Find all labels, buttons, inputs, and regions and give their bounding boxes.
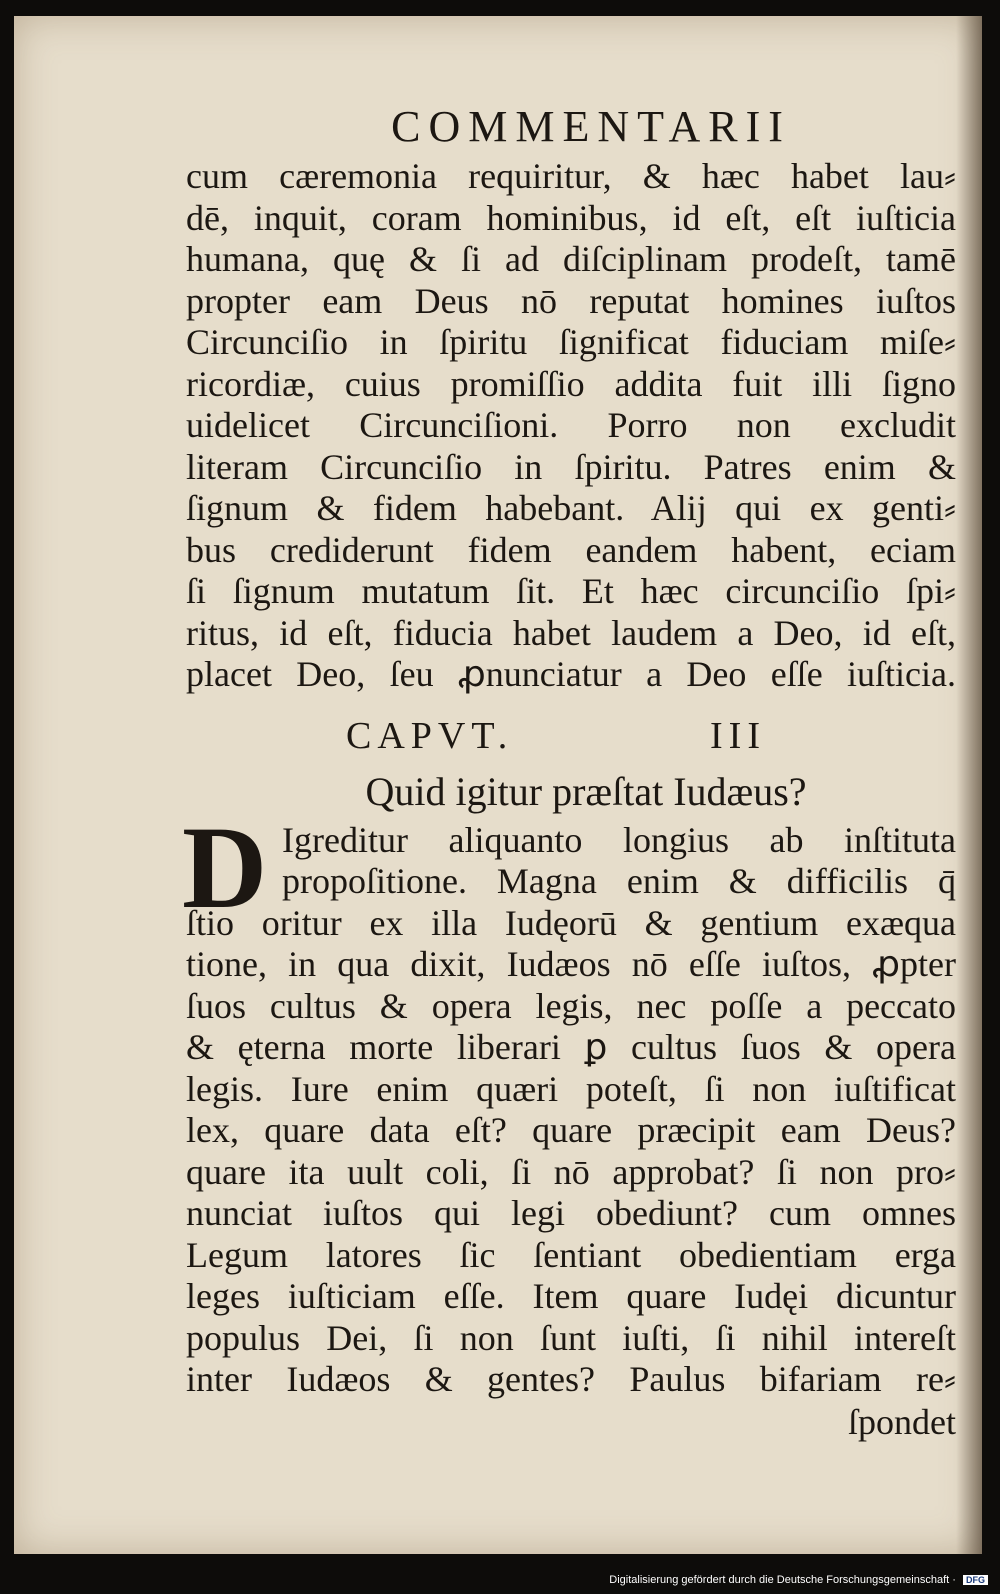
text-line: uidelicet Circunciſioni. Porro non excludit [186,405,956,445]
text-block [182,98,956,1443]
dfg-logo: DFG [963,1575,988,1585]
text-line: inter Iudæos & gentes? Paulus bifariam re⸗ [186,1359,956,1399]
text-line: Circunciſio in ſpiritu ſignificat fiduciam miſe⸗ [186,322,956,362]
text-line: placet Deo, ſeu ꝓnunciatur a Deo eſſe iuſticia. [186,654,956,694]
text-line: propoſitione. Magna enim & difficilis q̄ [282,861,956,901]
text-line: ſi ſignum mutatum ſit. Et hæc circunciſio ſpi⸗ [186,571,956,611]
digitization-credit [0,1574,988,1586]
text-line: ſuos cultus & opera legis, nec poſſe a peccato [186,985,956,1026]
catchword: ſpondet [848,1401,956,1442]
chapter-label: CAPVT. [346,714,514,757]
chapter-heading [346,710,766,762]
text-line: & ęterna morte liberari ꝑ cultus ſuos & opera [186,1027,956,1067]
chapter-number: III [710,714,766,757]
incipit-verse: Quid igitur præſtat Iudæus? [365,768,807,814]
text-line: literam Circunciſio in ſpiritu. Patres enim & [186,446,956,487]
text-line: bus crediderunt fidem eandem habent, eciam [186,529,956,570]
text-line: quare ita uult coli, ſi nō approbat? ſi non pro⸗ [186,1151,956,1192]
text-line: ricordiæ, cuius promiſſio addita fuit illi ſigno [186,363,956,404]
text-line: populus Dei, ſi non ſunt iuſti, ſi nihil intereſt [186,1317,956,1358]
text-line: ritus, id eſt, fiducia habet laudem a Deo, id eſt, [186,612,956,653]
paragraph-2 [182,801,956,1401]
drop-cap-initial: D [182,801,268,933]
running-head: COMMENTARII [391,102,791,151]
text-line: leges iuſticiam eſſe. Item quare Iudęi dicuntur [186,1276,956,1316]
text-line: dē, inquit, coram hominibus, id eſt, eſt iuſticia [186,197,956,238]
text-line: cum cæremonia requiritur, & hæc habet lau⸗ [186,156,956,196]
text-line: ſignum & fidem habebant. Alij qui ex genti⸗ [186,488,956,528]
text-line: humana, quę & ſi ad diſciplinam prodeſt, tamē [186,239,956,279]
text-line: nunciat iuſtos qui legi obediunt? cum omnes [186,1193,956,1233]
paragraph-1 [186,156,956,696]
text-line: tione, in qua dixit, Iudæos nō eſſe iuſtos, ꝓpter [186,944,956,984]
text-line: lex, quare data eſt? quare præcipit eam Deus? [186,1110,956,1150]
text-line: propter eam Deus nō reputat homines iuſtos [186,280,956,321]
credit-text: Digitalisierung gefördert durch die Deutsche Forschungsgemeinschaft · [609,1574,956,1586]
text-line: legis. Iure enim quæri poteſt, ſi non iuſtificat [186,1068,956,1109]
binding-shadow [956,16,982,1554]
text-line: Legum latores ſic ſentiant obedientiam erga [186,1234,956,1275]
text-line: Igreditur aliquanto longius ab inſtituta [282,819,956,860]
text-line: ſtio oritur ex illa Iudęorū & gentium exæqua [186,902,956,943]
book-page [14,16,982,1554]
